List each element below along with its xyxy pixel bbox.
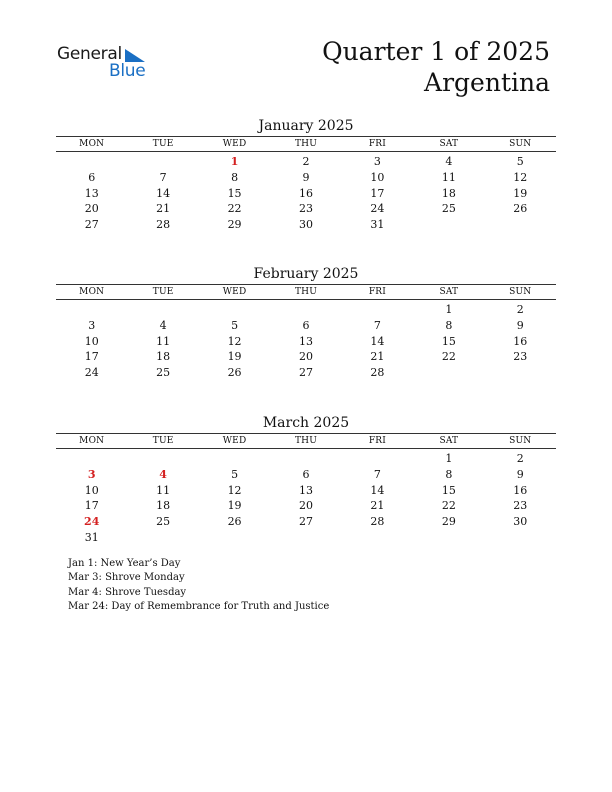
weekday-thu: THU [294, 436, 318, 446]
day-cell: 14 [370, 483, 385, 497]
holiday-note: Jan 1: New Year’s Day [68, 558, 181, 569]
day-cell: 30 [513, 515, 528, 529]
day-cell: 13 [298, 483, 313, 497]
day-cell: 1 [445, 452, 453, 465]
day-cell: 24 [84, 515, 100, 529]
month-title: February 2025 [253, 266, 359, 282]
weekday-header [56, 433, 556, 449]
generalblue-logo [57, 44, 157, 82]
empty-cell [56, 451, 127, 467]
day-cell: 24 [370, 202, 385, 216]
day-cell: 13 [298, 334, 313, 348]
empty-cell [199, 302, 270, 318]
weekday-mon: MON [79, 139, 105, 149]
day-cell: 19 [227, 350, 242, 364]
weekday-mon: MON [79, 287, 105, 297]
day-cell: 25 [156, 515, 171, 529]
day-cell: 6 [302, 318, 310, 332]
day-cell: 22 [227, 202, 242, 216]
day-cell: 24 [84, 366, 99, 380]
empty-cell [342, 451, 413, 467]
day-cell: 25 [156, 366, 171, 380]
day-cell: 16 [513, 483, 528, 497]
weekday-mon: MON [79, 436, 105, 446]
day-grid [56, 302, 556, 381]
day-cell: 10 [370, 170, 385, 184]
day-cell: 4 [159, 318, 167, 332]
day-cell: 16 [513, 334, 528, 348]
day-cell: 6 [302, 467, 310, 481]
holiday-note: Mar 4: Shrove Tuesday [68, 586, 187, 598]
day-cell: 22 [441, 350, 456, 364]
day-cell: 20 [84, 202, 99, 216]
day-cell: 10 [84, 334, 99, 348]
weekday-sat: SAT [439, 139, 459, 149]
title-country: Argentina [424, 68, 550, 97]
day-cell: 11 [156, 334, 171, 348]
day-cell: 4 [159, 467, 167, 481]
month-title: January 2025 [258, 118, 354, 134]
day-cell: 26 [227, 515, 242, 529]
holiday-note: Mar 3: Shrove Monday [68, 572, 185, 584]
day-cell: 21 [370, 499, 385, 513]
weekday-wed: WED [222, 436, 247, 446]
weekday-sat: SAT [439, 436, 459, 446]
day-cell: 4 [445, 155, 453, 168]
day-cell: 7 [159, 170, 167, 184]
day-cell: 3 [88, 318, 96, 332]
day-grid [56, 451, 556, 546]
day-cell: 18 [441, 186, 456, 200]
weekday-thu: THU [294, 139, 318, 149]
weekday-tue: TUE [152, 287, 174, 297]
day-cell: 21 [156, 202, 171, 216]
weekday-sat: SAT [439, 287, 459, 297]
weekday-fri: FRI [368, 287, 387, 297]
day-cell: 26 [227, 366, 242, 380]
empty-cell [270, 451, 341, 467]
weekday-wed: WED [222, 287, 247, 297]
day-cell: 31 [370, 218, 385, 232]
day-cell: 17 [84, 499, 99, 513]
day-cell: 22 [441, 499, 456, 513]
day-cell: 28 [370, 366, 385, 380]
empty-cell [199, 451, 270, 467]
day-cell: 15 [441, 483, 456, 497]
day-cell: 8 [231, 170, 239, 184]
day-cell: 29 [441, 515, 456, 529]
day-cell: 30 [298, 218, 313, 232]
empty-cell [270, 302, 341, 318]
empty-cell [127, 451, 198, 467]
day-cell: 17 [84, 350, 99, 364]
day-cell: 20 [298, 350, 313, 364]
day-cell: 17 [370, 186, 385, 200]
empty-cell [127, 302, 198, 318]
empty-cell [56, 154, 127, 170]
day-cell: 3 [373, 155, 381, 168]
day-cell: 15 [441, 334, 456, 348]
day-cell: 13 [84, 186, 99, 200]
day-cell: 15 [227, 186, 242, 200]
day-cell: 19 [227, 499, 242, 513]
day-cell: 19 [513, 186, 528, 200]
empty-cell [342, 302, 413, 318]
holiday-note: Mar 24: Day of Remembrance for Truth and Justice [68, 600, 330, 612]
day-cell: 9 [302, 170, 310, 184]
day-cell: 25 [441, 202, 456, 216]
day-cell: 11 [441, 170, 456, 184]
day-cell: 31 [84, 530, 99, 544]
holiday-notes [68, 557, 329, 614]
day-cell: 7 [373, 467, 381, 481]
day-cell: 3 [87, 467, 96, 481]
title-quarter: Quarter 1 of 2025 [322, 37, 550, 66]
day-cell: 29 [227, 218, 242, 232]
day-cell: 11 [156, 483, 171, 497]
day-cell: 26 [513, 202, 528, 216]
weekday-fri: FRI [368, 139, 387, 149]
day-cell: 7 [373, 318, 381, 332]
day-cell: 18 [156, 499, 171, 513]
day-cell: 28 [370, 515, 385, 529]
month-title: March 2025 [262, 415, 350, 431]
day-cell: 5 [231, 467, 239, 481]
weekday-thu: THU [294, 287, 318, 297]
day-cell: 2 [302, 155, 310, 168]
day-cell: 2 [516, 452, 524, 465]
day-cell: 23 [513, 499, 528, 513]
logo-text-blue: Blue [109, 61, 146, 81]
day-cell: 27 [84, 218, 99, 232]
day-cell: 28 [156, 218, 171, 232]
day-grid [56, 154, 556, 233]
day-cell: 12 [227, 334, 242, 348]
month-march [56, 413, 556, 546]
day-cell: 12 [227, 483, 242, 497]
weekday-tue: TUE [152, 139, 174, 149]
day-cell: 8 [445, 467, 453, 481]
day-cell: 10 [84, 483, 99, 497]
day-cell: 5 [231, 318, 239, 332]
weekday-sun: SUN [509, 436, 532, 446]
month-january [56, 116, 556, 233]
day-cell: 6 [88, 170, 96, 184]
day-cell: 14 [370, 334, 385, 348]
day-cell: 14 [156, 186, 171, 200]
day-cell: 1 [445, 303, 453, 316]
day-cell: 23 [513, 350, 528, 364]
empty-cell [56, 302, 127, 318]
weekday-fri: FRI [368, 436, 387, 446]
logo-text-general: General [57, 44, 122, 64]
day-cell: 27 [298, 366, 313, 380]
day-cell: 12 [513, 170, 528, 184]
day-cell: 2 [516, 303, 524, 316]
day-cell: 20 [298, 499, 313, 513]
weekday-header [56, 136, 556, 152]
weekday-sun: SUN [509, 139, 532, 149]
weekday-header [56, 284, 556, 300]
day-cell: 23 [298, 202, 313, 216]
day-cell: 5 [516, 155, 524, 168]
month-february [56, 264, 556, 381]
day-cell: 18 [156, 350, 171, 364]
empty-cell [127, 154, 198, 170]
day-cell: 21 [370, 350, 385, 364]
day-cell: 9 [516, 318, 524, 332]
weekday-sun: SUN [509, 287, 532, 297]
day-cell: 8 [445, 318, 453, 332]
day-cell: 9 [516, 467, 524, 481]
day-cell: 1 [230, 155, 239, 168]
day-cell: 16 [298, 186, 313, 200]
page-title [322, 36, 550, 98]
day-cell: 27 [298, 515, 313, 529]
weekday-wed: WED [222, 139, 247, 149]
weekday-tue: TUE [152, 436, 174, 446]
